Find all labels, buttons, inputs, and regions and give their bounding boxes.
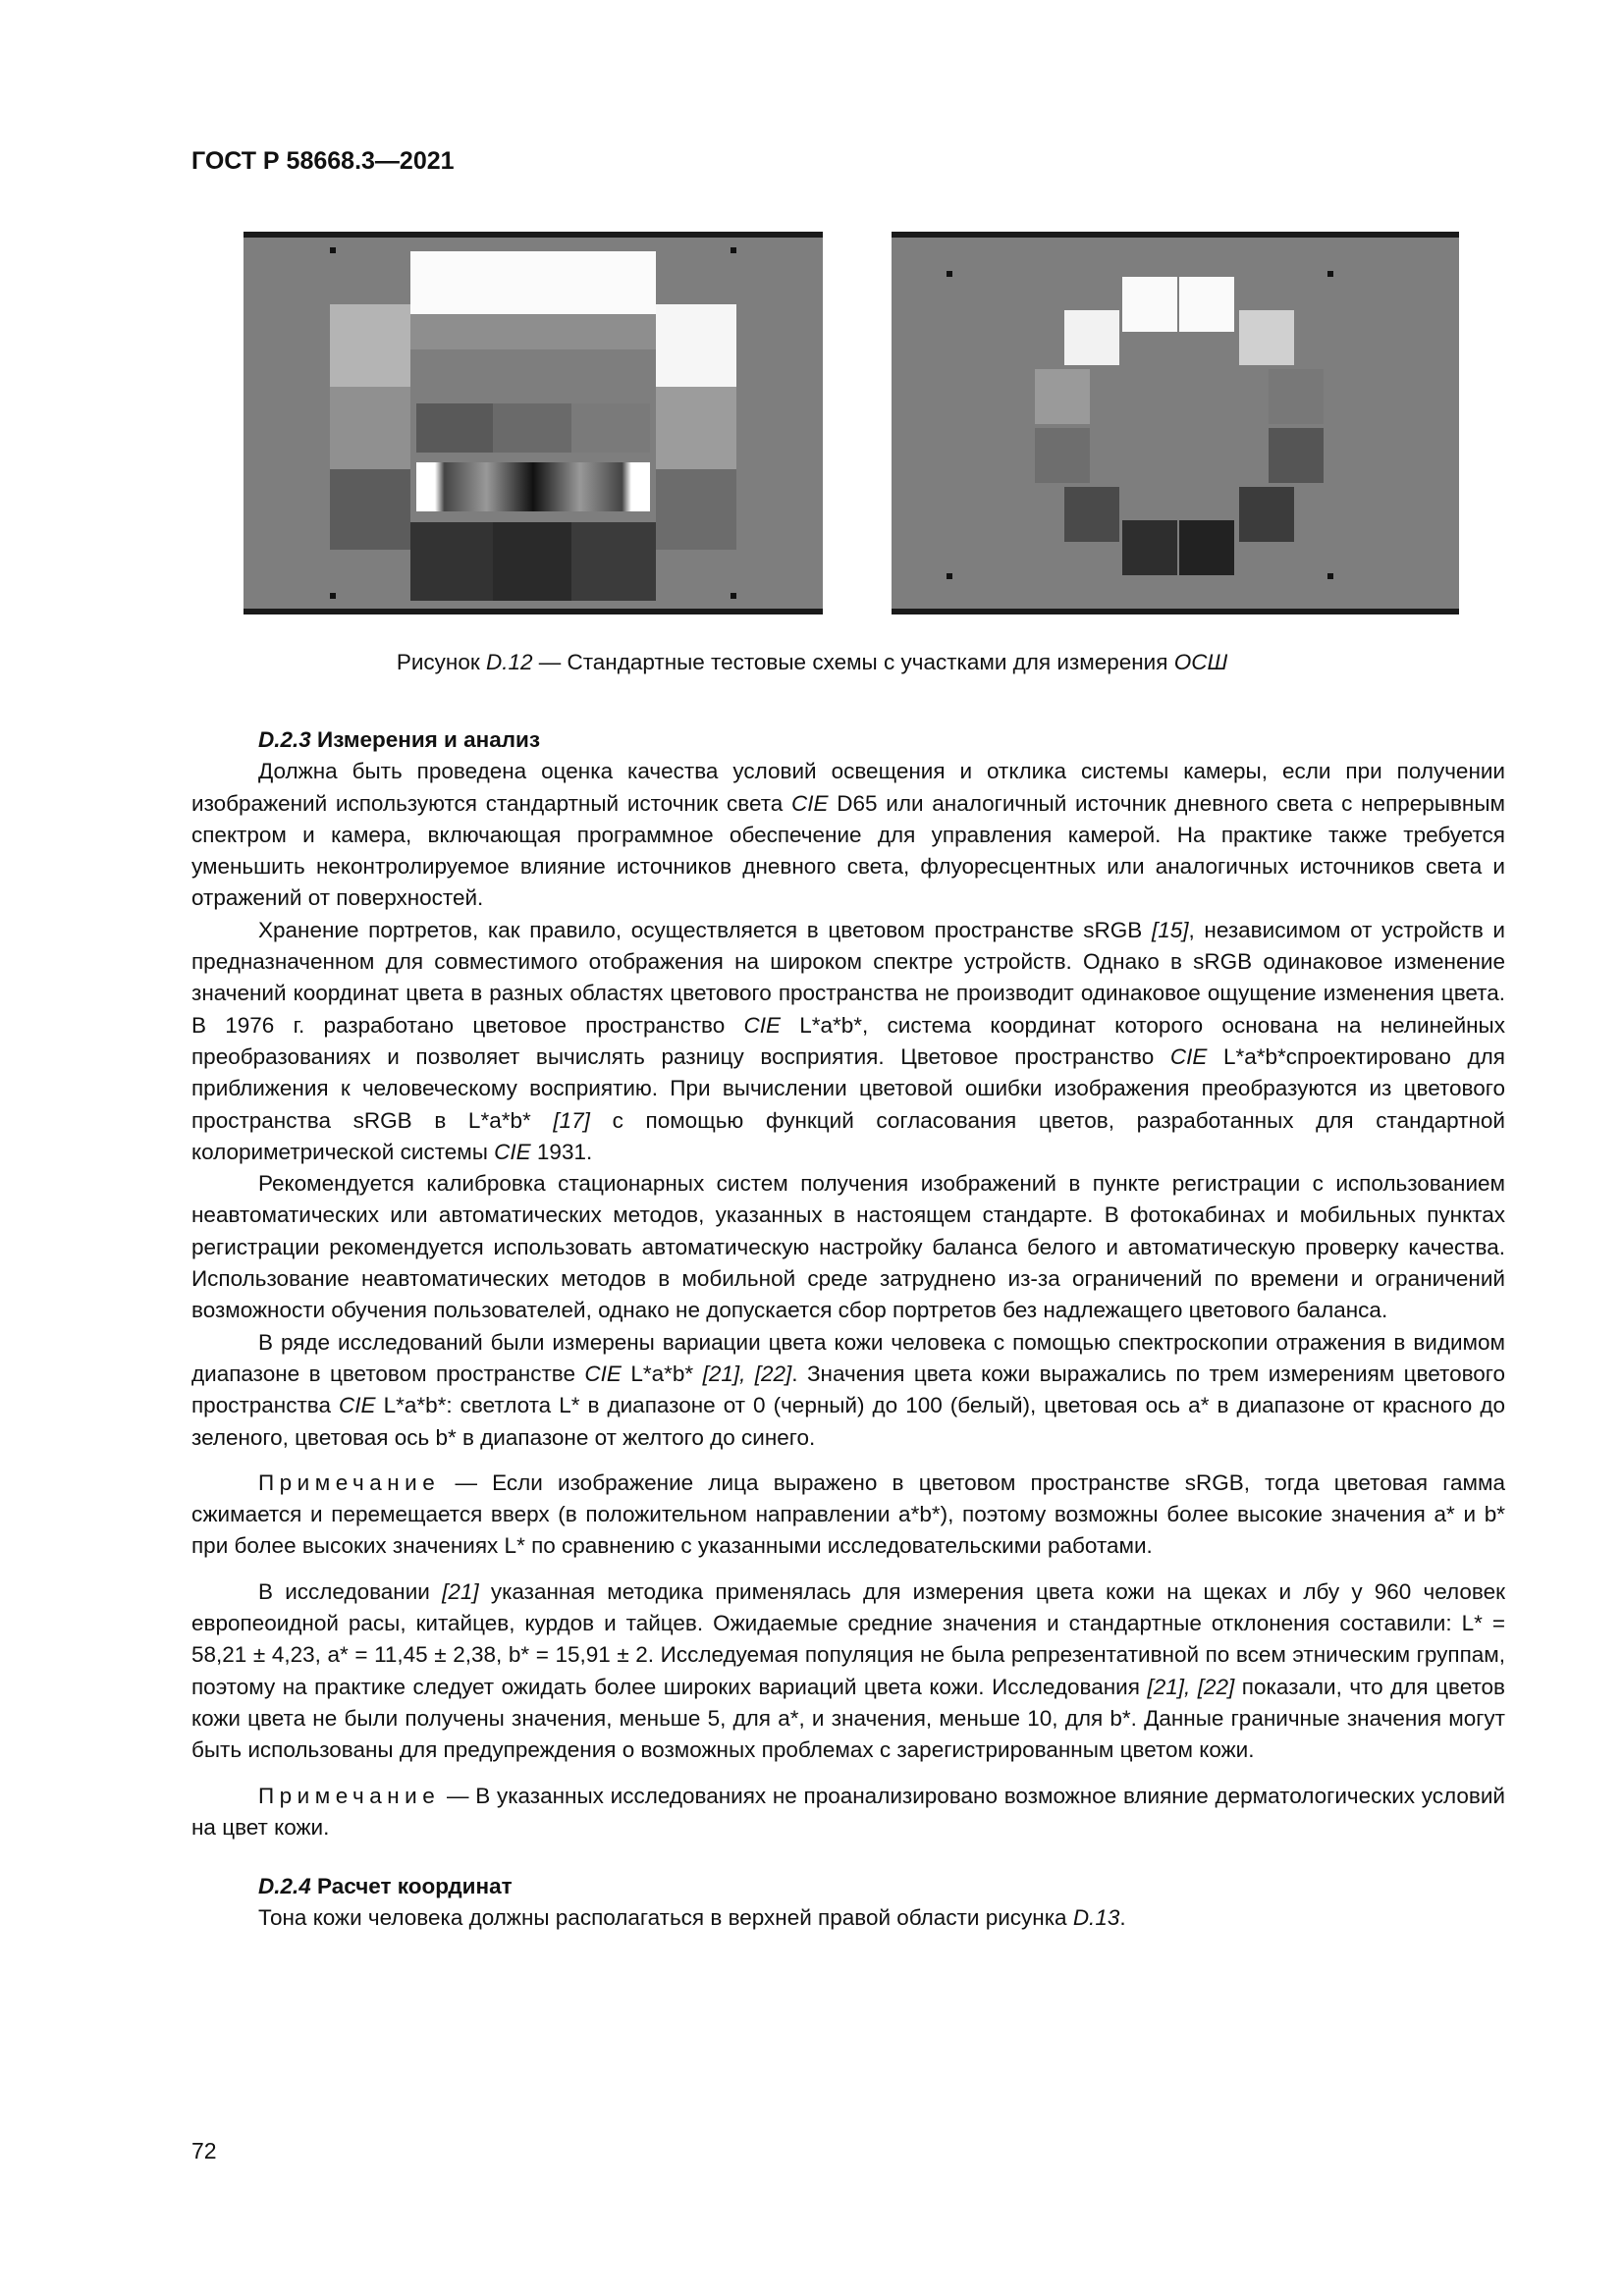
section-heading-d24: D.2.4 Расчет координат [258, 1874, 513, 1899]
paragraph: Тона кожи человека должны располагаться в верхней правой области рисунка D.13. [258, 1905, 1126, 1931]
paragraph: Должна быть проведена оценка качества условий освещения и отклика системы камеры, если при получении изображений используются стандартный источник света CIE D65 или аналогичный источник дневного света с непрерывным спектром и камера, включающая программное обеспечение для управления камерой. На практике также требуется уменьшить неконтролируемое влияние источников дневного света, флуоресцентных или аналогичных источников света и отражений от поверхностей. [191, 759, 1505, 911]
page-number: 72 [191, 2138, 217, 2163]
figure-caption: Рисунок D.12 — Стандартные тестовые схемы с участками для измерения ОСШ [396, 650, 1228, 674]
right-test-chart [892, 232, 1459, 614]
left-test-chart [244, 232, 823, 614]
body-text [191, 724, 1505, 1935]
figure-test-charts [244, 232, 1459, 614]
paragraph: Хранение портретов, как правило, осуществляется в цветовом пространстве sRGB [15], независимом от устройств и предназначенном для совместимого отображения на широком спектре устройств. Однако в sRGB одинаковое изменение значений координат цвета в разных областях цветового пространства не производит одинаковое ощущение изменения цвета. В 1976 г. разработано цветовое пространство CIE L*a*b*, система координат которого основана на нелинейных преобразованиях и позволяет вычислять разницу восприятия. Цветовое пространство CIE L*a*b*спроектировано для приближения к человеческому восприятию. При вычислении цветовой ошибки изображения преобразуются из цветового пространства sRGB в L*a*b* [17] с помощью функций согласования цветов, разработанных для стандартной колориметрической системы CIE 1931. [191, 917, 1506, 1164]
section-heading-d23: D.2.3 Измерения и анализ [258, 727, 541, 752]
note-1: Примечание — Если изображение лица выражено в цветовом пространстве sRGB, тогда цветовая гамма сжимается и перемещается вверх (в положительном направлении a*b*), поэтому возможны более высокие значения a* и b* при более высоких значениях L* по сравнению с указанными исследовательскими работами. [191, 1469, 1505, 1559]
paragraph: В ряде исследований были измерены вариации цвета кожи человека с помощью спектроскопии отражения в видимом диапазоне в цветовом пространстве CIE L*a*b* [21], [22]. Значения цвета кожи выражались по трем измерениям цветового пространства CIE L*a*b*: светлота L* в диапазоне от 0 (черный) до 100 (белый), цветовая ось a* в диапазоне от красного до зеленого, цветовая ось b* в диапазоне от желтого до синего. [191, 1329, 1506, 1450]
paragraph: Рекомендуется калибровка стационарных систем получения изображений в пункте регистрации с использованием неавтоматических или автоматических методов, указанных в настоящем стандарте. В фотокабинах и мобильных пунктах регистрации рекомендуется использовать автоматическую настройку баланса белого и автоматическую проверку качества. Использование неавтоматических методов в мобильной среде затруднено из-за ограничений по времени и ограничений возможности обучения пользователей, однако не допускается сбор портретов без надлежащего цветового баланса. [191, 1171, 1505, 1323]
document-header: ГОСТ Р 58668.3—2021 [191, 147, 455, 175]
paragraph: В исследовании [21] указанная методика применялась для измерения цвета кожи на щеках и лбу у 960 человек европеоидной расы, китайцев, курдов и тайцев. Ожидаемые средние значения и стандартные отклонения составили: L* = 58,21 ± 4,23, a* = 11,45 ± 2,38, b* = 15,91 ± 2. Исследуемая популяция не была репрезентативной по всем этническим группам, поэтому на практике следует ожидать более широких вариаций цвета кожи. Исследования [21], [22] показали, что для цветов кожи цвета не были получены значения, меньше 5, для a*, и значения, меньше 10, для b*. Данные граничные значения могут быть использованы для предупреждения о возможных проблемах с зарегистрированным цветом кожи. [191, 1578, 1505, 1763]
note-2: Примечание — В указанных исследованиях не проанализировано возможное влияние дерматологических условий на цвет кожи. [191, 1783, 1505, 1840]
